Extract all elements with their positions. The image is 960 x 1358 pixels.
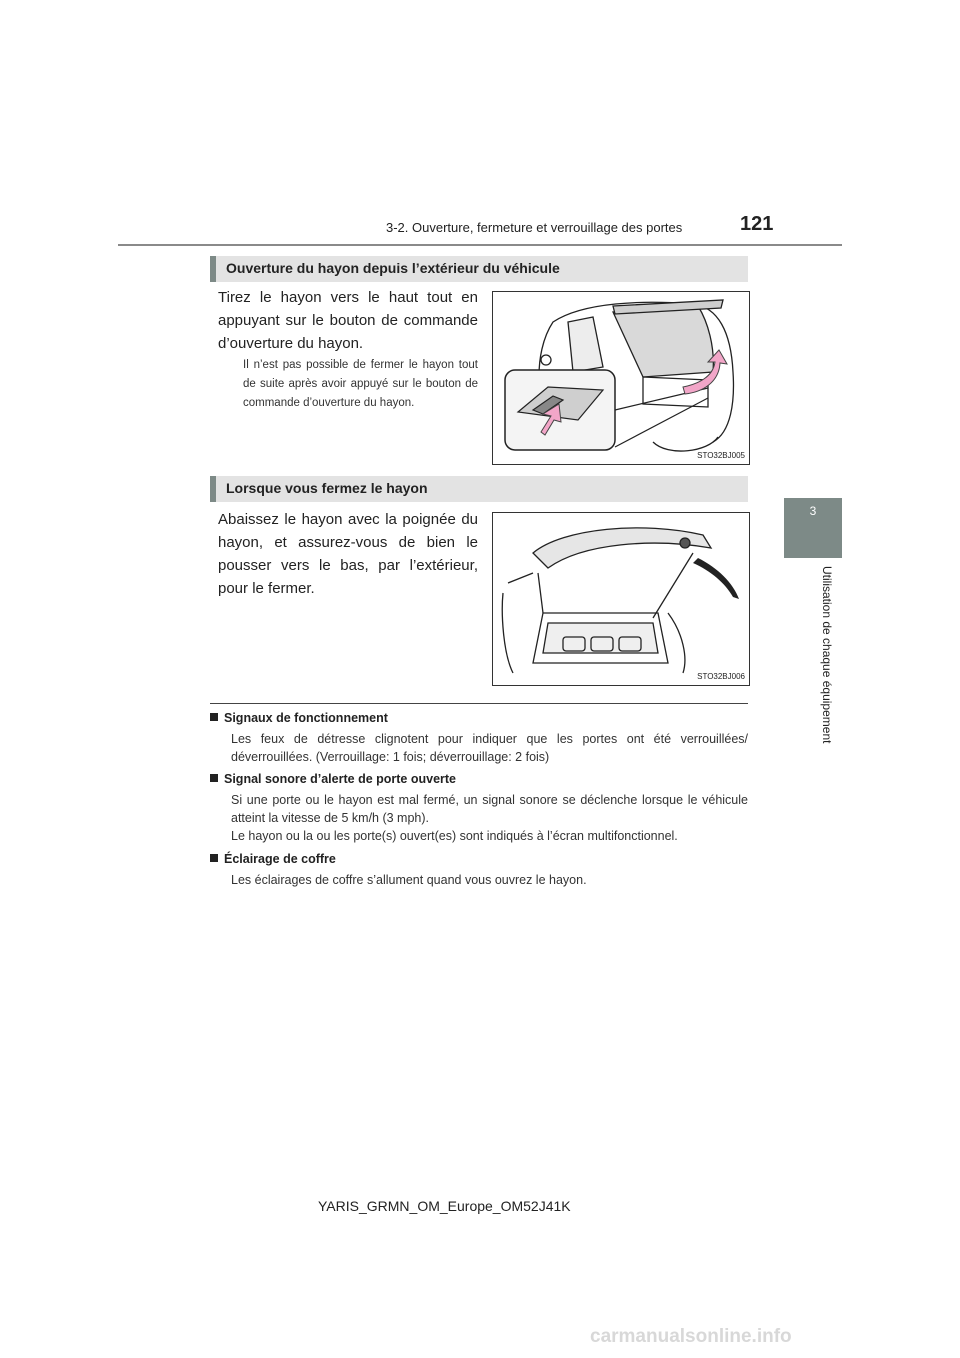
page-number: 121 xyxy=(740,213,774,235)
chapter-side-label-text: Utilisation de chaque équipement xyxy=(820,566,834,744)
header-section-title: 3-2. Ouverture, fermeture et verrouillage des portes xyxy=(386,220,683,235)
watermark: carmanualsonline.info xyxy=(590,1326,792,1347)
push-down-arrow xyxy=(693,558,739,599)
figure-code: STO32BJ006 xyxy=(697,672,745,681)
section-heading: Ouverture du hayon depuis l’extérieur du véhicule xyxy=(226,260,560,276)
bullet-square-icon xyxy=(210,854,218,862)
chapter-side-label xyxy=(820,566,834,766)
bullet-body: Si une porte ou le hayon est mal fermé, un signal sonore se déclenche lorsque le véhicule atteint la vitesse de 5 km/h (3 mph). xyxy=(231,793,748,825)
tailgate-close-illustration xyxy=(492,512,750,686)
car-open-tailgate-drawing xyxy=(493,513,749,685)
header-rule xyxy=(118,244,842,246)
bullet-body-continued: Le hayon ou la ou les porte(s) ouvert(es) sont indiqués à l’écran multifonctionnel. xyxy=(231,829,678,843)
bullet-heading: Éclairage de coffre xyxy=(210,852,336,866)
bullet-heading: Signaux de fonctionnement xyxy=(210,711,388,725)
bullet-body: Les éclairages de coffre s’allument quand vous ouvrez le hayon. xyxy=(231,873,587,887)
bullet-body: Les feux de détresse clignotent pour indiquer que les portes ont été verrouillées/ déverrouillées. (Verrouillage: 1 fois; déverrouillage: 2 fois) xyxy=(231,732,748,764)
section-heading-bar xyxy=(210,256,748,282)
section-heading: Lorsque vous fermez le hayon xyxy=(226,480,428,496)
car-rear-drawing xyxy=(493,292,749,464)
figure-code: STO32BJ005 xyxy=(697,451,745,460)
instruction-text: Tirez le hayon vers le haut tout en appuyant sur le bouton de commande d’ouverture du hayon. xyxy=(218,289,478,352)
document-footer: YARIS_GRMN_OM_Europe_OM52J41K xyxy=(318,1198,571,1214)
tailgate-open-illustration xyxy=(492,291,750,465)
note-text: Il n’est pas possible de fermer le hayon tout de suite après avoir appuyé sur le bouton de commande d’ouverture du hayon. xyxy=(243,359,478,409)
section-heading-bar xyxy=(210,476,748,502)
bullet-square-icon xyxy=(210,713,218,721)
bullet-square-icon xyxy=(210,774,218,782)
chapter-tab-number: 3 xyxy=(809,504,817,518)
section-divider xyxy=(210,703,748,704)
instruction-text: Abaissez le hayon avec la poignée du hayon, et assurez-vous de bien le pousser vers le bas, par l’extérieur, pour le fermer. xyxy=(218,511,478,597)
bullet-heading: Signal sonore d’alerte de porte ouverte xyxy=(210,772,456,786)
